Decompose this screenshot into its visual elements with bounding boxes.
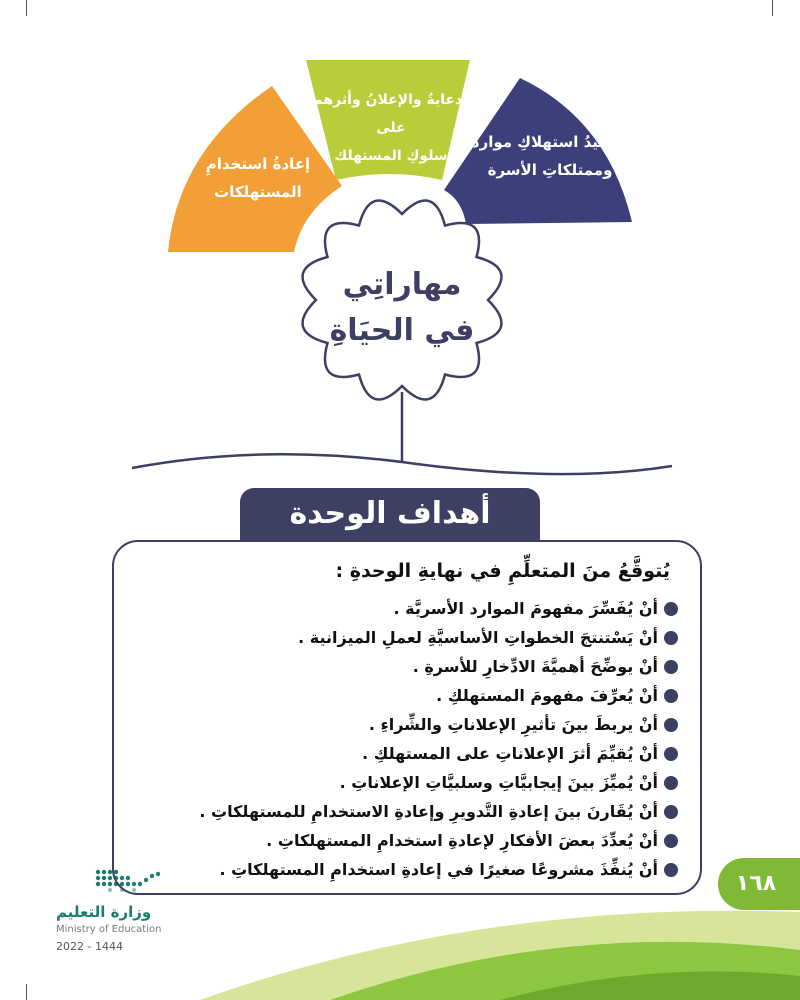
flower-title-line1: مهاراتِي (342, 267, 462, 302)
bullet-icon (664, 602, 678, 616)
goal-item (138, 797, 678, 826)
goal-text: أنْ يُفَسِّرَ مفهومَ الموارد الأسريَّة . (393, 599, 658, 618)
flower-title-line2: في الحيَاةِ (329, 313, 475, 348)
petal-center-line2: سلوكِ المستهلك (334, 148, 448, 164)
goal-item (138, 681, 678, 710)
ministry-name-english: Ministry of Education (56, 924, 162, 935)
goal-item (138, 710, 678, 739)
goal-item (138, 826, 678, 855)
bullet-icon (664, 689, 678, 703)
goal-item (138, 855, 678, 884)
unit-title: أهداف الوحدة (289, 496, 491, 531)
bullet-icon (664, 863, 678, 877)
goal-text: أنْ يوضِّحَ أهميَّةَ الادِّخارِ للأسرةِ . (412, 657, 658, 676)
bullet-icon (664, 776, 678, 790)
goal-text: أنْ يُميِّزَ بينَ إيجابيَّاتِ وسلبيَّاتِ الإعلاناتِ . (339, 773, 658, 792)
goal-item (138, 652, 678, 681)
petal-center-text (306, 86, 476, 170)
goal-text: أنْ يُقَارنَ بينَ إعادةِ التَّدويرِ وإعادةِ الاستخدامِ للمستهلكاتِ . (199, 802, 658, 821)
goals-list (138, 594, 678, 884)
goals-intro: يُتوقَّعُ منَ المتعلِّمِ في نهايةِ الوحدةِ : (335, 560, 670, 582)
goal-text: أنْ يُنفِّذَ مشروعًا صغيرًا في إعادةِ استخدامِ المستهلكاتِ . (219, 860, 658, 879)
goal-item (138, 768, 678, 797)
petal-right-text (470, 128, 630, 184)
goal-item (138, 623, 678, 652)
bullet-icon (664, 631, 678, 645)
flower-title (300, 262, 504, 354)
goal-text: أنْ يُعرِّفَ مفهومَ المستهلكِ . (436, 686, 658, 705)
bullet-icon (664, 718, 678, 732)
goal-item (138, 739, 678, 768)
goal-text: أنْ يُقيِّمَ أثرَ الإعلاناتِ على المستهلكِ . (362, 744, 658, 763)
bullet-icon (664, 747, 678, 761)
page-number: ١٦٨ (735, 871, 777, 896)
petal-right-line1: ترشيدُ استهلاكِ موارد (471, 133, 629, 151)
goal-text: أنْ يَسْتنتجَ الخطواتِ الأساسيَّةِ لعملِ الميزانية . (298, 628, 658, 647)
petal-right-line2: وممتلكاتِ الأسرة (487, 161, 613, 179)
petal-left-line2: المستهلكات (214, 183, 302, 201)
ministry-name-arabic: وزارة التعليم (56, 903, 152, 921)
edition-year: 2022 - 1444 (56, 940, 123, 953)
petal-left-line1: إعادةُ استخدامِ (205, 155, 311, 173)
bullet-icon (664, 834, 678, 848)
bullet-icon (664, 805, 678, 819)
bullet-icon (664, 660, 678, 674)
petal-center-line1: الدعايةُ والإعلانُ وأثرهما على (308, 92, 474, 136)
goal-text: أنْ يُعدِّدَ بعضَ الأفكارِ لإعادةِ استخدامِ المستهلكاتِ . (266, 831, 658, 850)
goal-item (138, 594, 678, 623)
goal-text: أنْ يربطَ بينَ تأثيرِ الإعلاناتِ والشِّراءِ . (368, 715, 658, 734)
